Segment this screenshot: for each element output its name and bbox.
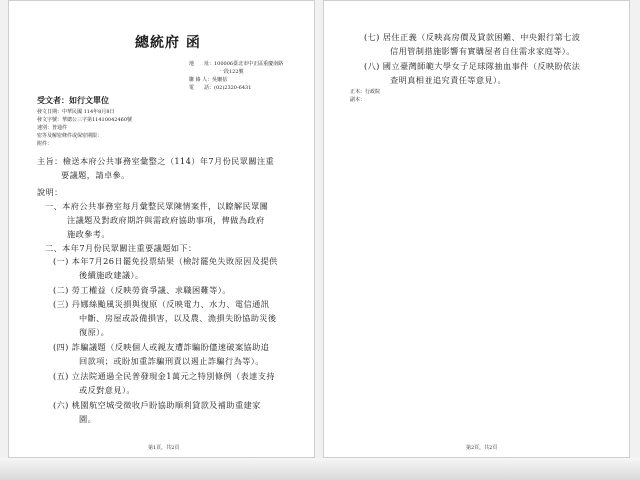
subitem-6-line-2: 園。: [79, 414, 97, 424]
viewer-bottom-edge: [0, 458, 640, 480]
subitem-3-line-2: 中斷、房屋或設備損害，以及農、漁損失盼協助災後: [79, 313, 277, 323]
sender-address: 地 址：100006臺北市中正區重慶南路: [189, 61, 284, 67]
item1-line-1: 一、本府公共事務室每月彙整民眾陳情案件，以瞭解民眾關: [45, 201, 269, 211]
subitem-4-line-1: (四) 詐騙議題（反映個人或親友遭詐騙盼儘速破案協助追: [53, 342, 270, 352]
recipient: 受文者：如行文單位: [37, 95, 109, 105]
main-copy: 正本：行政院: [350, 89, 381, 95]
subitem-2-line-1: (二) 勞工權益（反映勞資爭議、求職困難等）。: [53, 285, 231, 295]
subitem-8-line-2: 查明真相並追究責任等意見）。: [390, 75, 507, 85]
sender-address-cont: 一段122號: [219, 69, 244, 75]
subitem-3-line-1: (三) 丹娜絲颱風災損與復原（反映電力、水力、電信通訊: [53, 299, 270, 309]
subject-line-1: 主旨：檢送本府公共事務室彙整之（114）年7月份民眾關注重: [37, 156, 275, 166]
subject-line-2: 要議題，請卓參。: [61, 170, 130, 180]
subitem-1-line-2: 後續施政建議）。: [79, 270, 144, 280]
delivery-speed: 速別：普通件: [37, 125, 68, 131]
secrecy-level: 密等及解密條件或保密期限：: [37, 133, 103, 139]
document-page-2: [323, 0, 630, 458]
explanation-label: 說明：: [37, 187, 63, 197]
subitem-3-line-3: 復原）。: [79, 327, 110, 337]
item1-line-3: 施政參考。: [67, 229, 110, 239]
document-title: 總統府 函: [135, 35, 201, 51]
page-footer: 第2頁，共2頁: [466, 445, 498, 451]
subitem-5-line-1: (五) 立法院通過全民普發現金1萬元之特別條例（表達支持: [53, 371, 275, 381]
subitem-8-line-1: (八) 國立臺灣師範大學女子足球隊抽血事件（反映盼依法: [364, 61, 581, 71]
item1-line-2: 注議題及對政府期許與需政府協助事項，俾做為政府: [67, 215, 265, 225]
subitem-4-line-2: 回款項；或盼加重詐騙刑責以遏止詐騙行為等）。: [79, 356, 264, 366]
sender-contact: 聯 絡 人：吳姍蓓: [189, 77, 228, 83]
subitem-7-line-1: (七) 居住正義（反映高房價及貸款困難、中央銀行第七波: [364, 32, 581, 42]
subitem-7-line-2: 信用管制措施影響有實購屋者自住需求家庭等）。: [390, 46, 575, 56]
document-page-1: [8, 0, 315, 458]
attachment: 附件：: [37, 141, 53, 147]
carbon-copy: 副本：: [350, 97, 366, 103]
subitem-5-line-2: 或反對意見）。: [79, 385, 136, 395]
issue-date: 發文日期：中華民國 114年8月8日: [37, 109, 115, 115]
subitem-1-line-1: (一) 本年7月26日罷免投票結果（檢討罷免失敗原因及提供: [53, 256, 278, 266]
item2-heading: 二、本年7月份民眾關注重要議題如下：: [45, 243, 197, 253]
document-number: 發文字號：華總公三字第11410042460號: [37, 117, 132, 123]
page-footer: 第1頁，共2頁: [148, 445, 180, 451]
sender-phone: 電 話：(02)2320-6431: [189, 85, 252, 91]
subitem-6-line-1: (六) 桃園航空城受徵收戶盼協助順利貸款及補助重建家: [53, 400, 261, 410]
